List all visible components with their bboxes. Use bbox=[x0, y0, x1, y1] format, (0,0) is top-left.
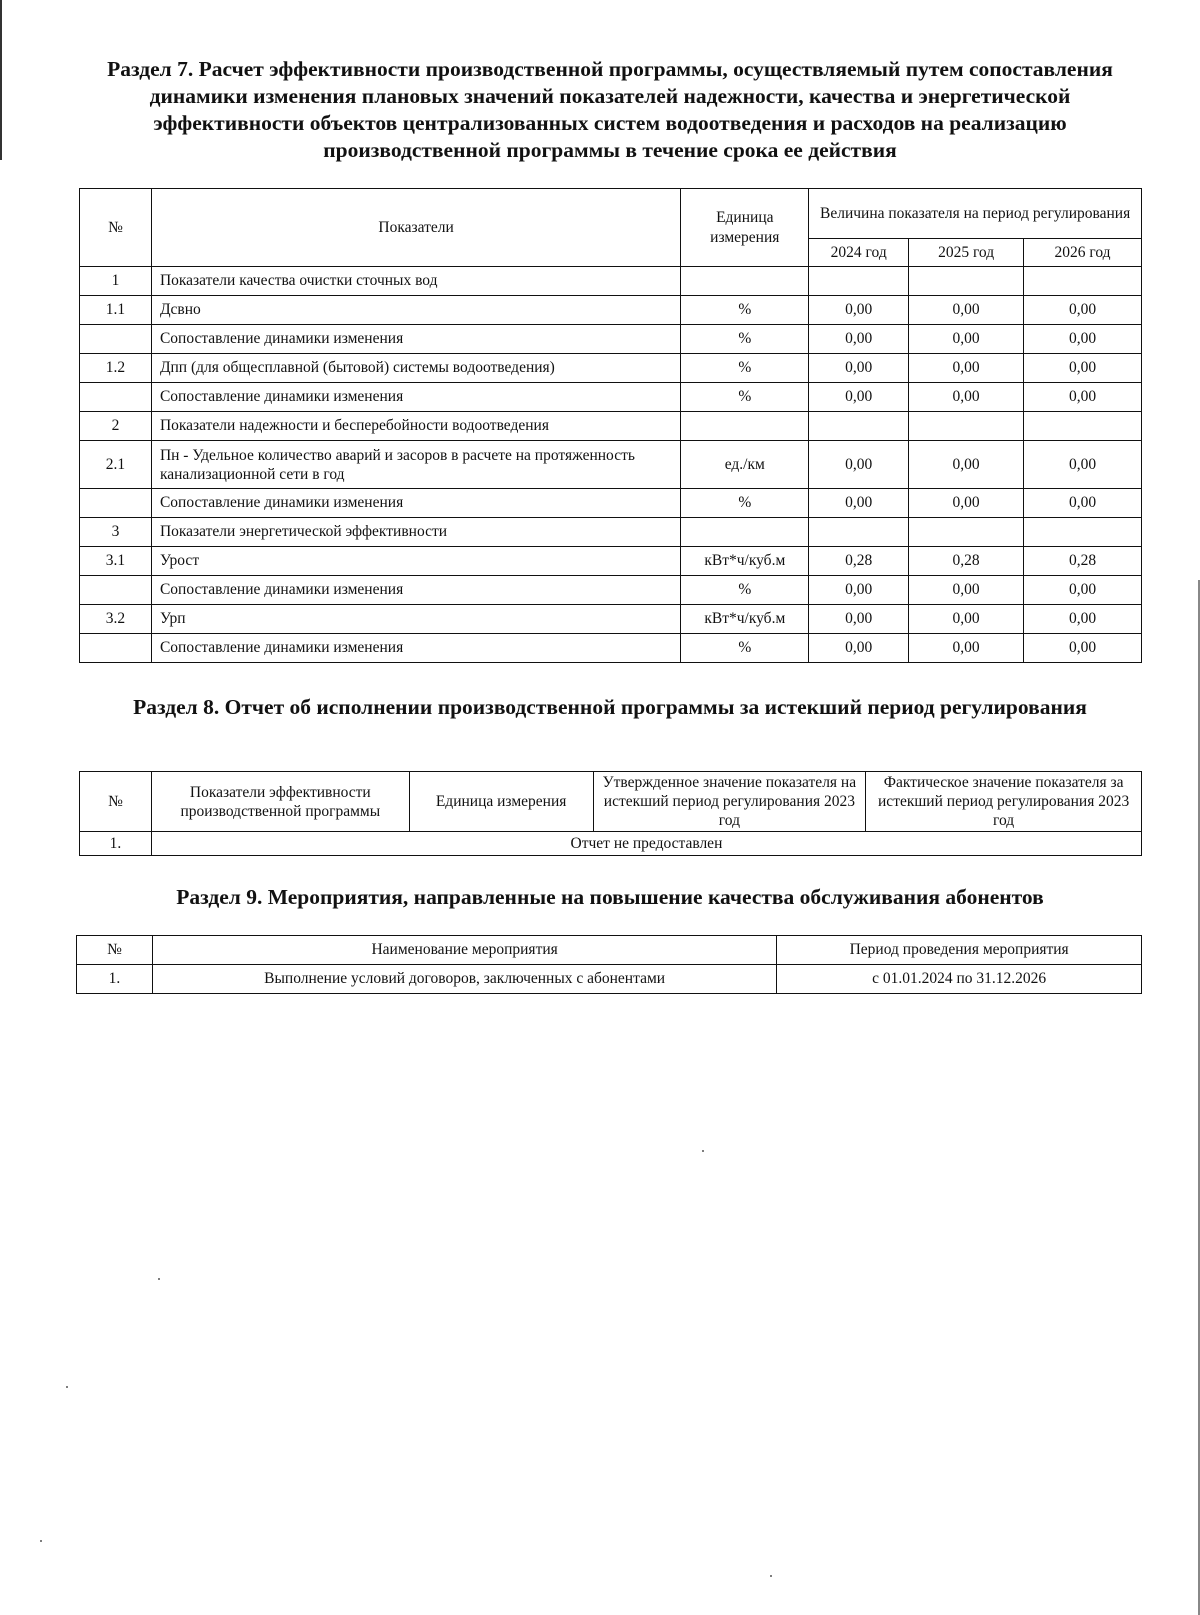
row-name: Выполнение условий договоров, заключенных с абонентами bbox=[152, 965, 776, 994]
row-value-2024: 0,00 bbox=[809, 383, 909, 412]
row-value-2025 bbox=[909, 518, 1024, 547]
row-value-2026: 0,00 bbox=[1024, 634, 1142, 663]
row-unit: % bbox=[681, 634, 809, 663]
row-name: Сопоставление динамики изменения bbox=[151, 383, 680, 412]
row-name: Пн - Удельное количество аварий и засоров в расчете на протяженность канализационной сети в год bbox=[151, 441, 680, 489]
section8-title: Раздел 8. Отчет об исполнении производственной программы за истекший период регулирования bbox=[133, 695, 1087, 719]
scan-speck bbox=[770, 1575, 772, 1577]
row-value-2026: 0,00 bbox=[1024, 383, 1142, 412]
header-name: Наименование мероприятия bbox=[152, 936, 776, 965]
row-unit: % bbox=[681, 576, 809, 605]
row-num bbox=[80, 489, 152, 518]
scan-speck bbox=[158, 1278, 160, 1280]
row-num bbox=[80, 383, 152, 412]
row-value-2025: 0,00 bbox=[909, 354, 1024, 383]
row-value-2026: 0,00 bbox=[1024, 354, 1142, 383]
row-value-2026: 0,28 bbox=[1024, 547, 1142, 576]
row-name: Сопоставление динамики изменения bbox=[151, 325, 680, 354]
row-value-2024 bbox=[809, 267, 909, 296]
row-period: с 01.01.2024 по 31.12.2026 bbox=[777, 965, 1142, 994]
row-num: 3.1 bbox=[80, 547, 152, 576]
row-unit: кВт*ч/куб.м bbox=[681, 547, 809, 576]
header-num: № bbox=[80, 772, 152, 832]
header-indicator: Показатели bbox=[151, 189, 680, 267]
row-value-2026: 0,00 bbox=[1024, 489, 1142, 518]
row-value-2026: 0,00 bbox=[1024, 441, 1142, 489]
table-row bbox=[80, 267, 1142, 296]
row-value-2024: 0,28 bbox=[809, 547, 909, 576]
header-2025: 2025 год bbox=[909, 239, 1024, 267]
row-value-2025: 0,00 bbox=[909, 489, 1024, 518]
row-value-2026: 0,00 bbox=[1024, 325, 1142, 354]
section7-table bbox=[79, 188, 1142, 663]
row-value-2024 bbox=[809, 518, 909, 547]
row-value-2025: 0,00 bbox=[909, 441, 1024, 489]
row-name: Сопоставление динамики изменения bbox=[151, 489, 680, 518]
row-unit bbox=[681, 412, 809, 441]
row-unit: кВт*ч/куб.м bbox=[681, 605, 809, 634]
row-num bbox=[80, 634, 152, 663]
table-row bbox=[80, 354, 1142, 383]
row-value-2024: 0,00 bbox=[809, 325, 909, 354]
row-value-2025: 0,28 bbox=[909, 547, 1024, 576]
row-value-2024 bbox=[809, 412, 909, 441]
header-num: № bbox=[80, 189, 152, 267]
row-num: 1 bbox=[80, 267, 152, 296]
row-unit: % bbox=[681, 354, 809, 383]
row-value-2025: 0,00 bbox=[909, 383, 1024, 412]
row-num bbox=[80, 576, 152, 605]
scan-edge-left bbox=[0, 0, 2, 160]
row-value-2026: 0,00 bbox=[1024, 576, 1142, 605]
row-name: Урост bbox=[151, 547, 680, 576]
header-2024: 2024 год bbox=[809, 239, 909, 267]
table-row bbox=[80, 383, 1142, 412]
row-value-2025: 0,00 bbox=[909, 296, 1024, 325]
table-row bbox=[80, 296, 1142, 325]
row-num: 2 bbox=[80, 412, 152, 441]
table-row bbox=[80, 441, 1142, 489]
row-value-2025 bbox=[909, 267, 1024, 296]
table-row bbox=[80, 832, 1142, 856]
table-row bbox=[80, 518, 1142, 547]
row-name: Дсвно bbox=[151, 296, 680, 325]
scan-speck bbox=[702, 1150, 704, 1152]
header-period: Величина показателя на период регулирования bbox=[809, 189, 1142, 239]
row-unit: % bbox=[681, 489, 809, 518]
row-num bbox=[80, 325, 152, 354]
row-unit bbox=[681, 267, 809, 296]
row-text: Отчет не предоставлен bbox=[151, 832, 1141, 856]
scan-speck bbox=[66, 1386, 68, 1388]
header-indicators: Показатели эффективности производственной программы bbox=[151, 772, 409, 832]
section9-title: Раздел 9. Мероприятия, направленные на повышение качества обслуживания абонентов bbox=[176, 885, 1044, 909]
row-unit: % bbox=[681, 325, 809, 354]
section9-table bbox=[76, 935, 1142, 994]
row-value-2026 bbox=[1024, 412, 1142, 441]
row-value-2026 bbox=[1024, 267, 1142, 296]
table-row bbox=[80, 634, 1142, 663]
row-value-2025 bbox=[909, 412, 1024, 441]
section7-title: Раздел 7. Расчет эффективности производственной программы, осуществляемый путем сопоставления динамики изменения плановых значений показателей надежности, качества и энергетической эффективности объектов централизованных систем водоотведения и расходов на реализацию производственной программы в течение срока ее действия bbox=[107, 57, 1113, 162]
section8-table bbox=[79, 771, 1142, 856]
row-name: Показатели энергетической эффективности bbox=[151, 518, 680, 547]
row-value-2024: 0,00 bbox=[809, 489, 909, 518]
row-value-2024: 0,00 bbox=[809, 441, 909, 489]
row-num: 1.1 bbox=[80, 296, 152, 325]
row-unit bbox=[681, 518, 809, 547]
row-num: 3.2 bbox=[80, 605, 152, 634]
row-name: Сопоставление динамики изменения bbox=[151, 634, 680, 663]
row-unit: % bbox=[681, 383, 809, 412]
row-num: 2.1 bbox=[80, 441, 152, 489]
row-value-2024: 0,00 bbox=[809, 576, 909, 605]
table-row bbox=[80, 576, 1142, 605]
row-num: 1.2 bbox=[80, 354, 152, 383]
row-name: Дпп (для общесплавной (бытовой) системы водоотведения) bbox=[151, 354, 680, 383]
header-num: № bbox=[77, 936, 153, 965]
row-value-2025: 0,00 bbox=[909, 605, 1024, 634]
table-row bbox=[80, 489, 1142, 518]
header-actual: Фактическое значение показателя за истекший период регулирования 2023 год bbox=[866, 772, 1142, 832]
row-num: 3 bbox=[80, 518, 152, 547]
table-row bbox=[80, 547, 1142, 576]
table-row bbox=[77, 965, 1142, 994]
scan-speck bbox=[40, 1540, 42, 1542]
row-value-2024: 0,00 bbox=[809, 354, 909, 383]
row-value-2026: 0,00 bbox=[1024, 296, 1142, 325]
table-row bbox=[80, 412, 1142, 441]
row-value-2024: 0,00 bbox=[809, 605, 909, 634]
row-num: 1. bbox=[80, 832, 152, 856]
row-name: Показатели надежности и бесперебойности водоотведения bbox=[151, 412, 680, 441]
row-value-2026 bbox=[1024, 518, 1142, 547]
row-value-2025: 0,00 bbox=[909, 576, 1024, 605]
header-2026: 2026 год bbox=[1024, 239, 1142, 267]
header-unit: Единица измерения bbox=[409, 772, 593, 832]
row-unit: % bbox=[681, 296, 809, 325]
row-value-2024: 0,00 bbox=[809, 634, 909, 663]
table-row bbox=[80, 605, 1142, 634]
table-row bbox=[80, 325, 1142, 354]
row-unit: ед./км bbox=[681, 441, 809, 489]
row-name: Показатели качества очистки сточных вод bbox=[151, 267, 680, 296]
row-value-2026: 0,00 bbox=[1024, 605, 1142, 634]
row-value-2025: 0,00 bbox=[909, 325, 1024, 354]
row-name: Урп bbox=[151, 605, 680, 634]
row-num: 1. bbox=[77, 965, 153, 994]
row-value-2024: 0,00 bbox=[809, 296, 909, 325]
header-approved: Утвержденное значение показателя на истекший период регулирования 2023 год bbox=[593, 772, 866, 832]
row-value-2025: 0,00 bbox=[909, 634, 1024, 663]
row-name: Сопоставление динамики изменения bbox=[151, 576, 680, 605]
header-unit: Единица измерения bbox=[681, 189, 809, 267]
header-period: Период проведения мероприятия bbox=[777, 936, 1142, 965]
